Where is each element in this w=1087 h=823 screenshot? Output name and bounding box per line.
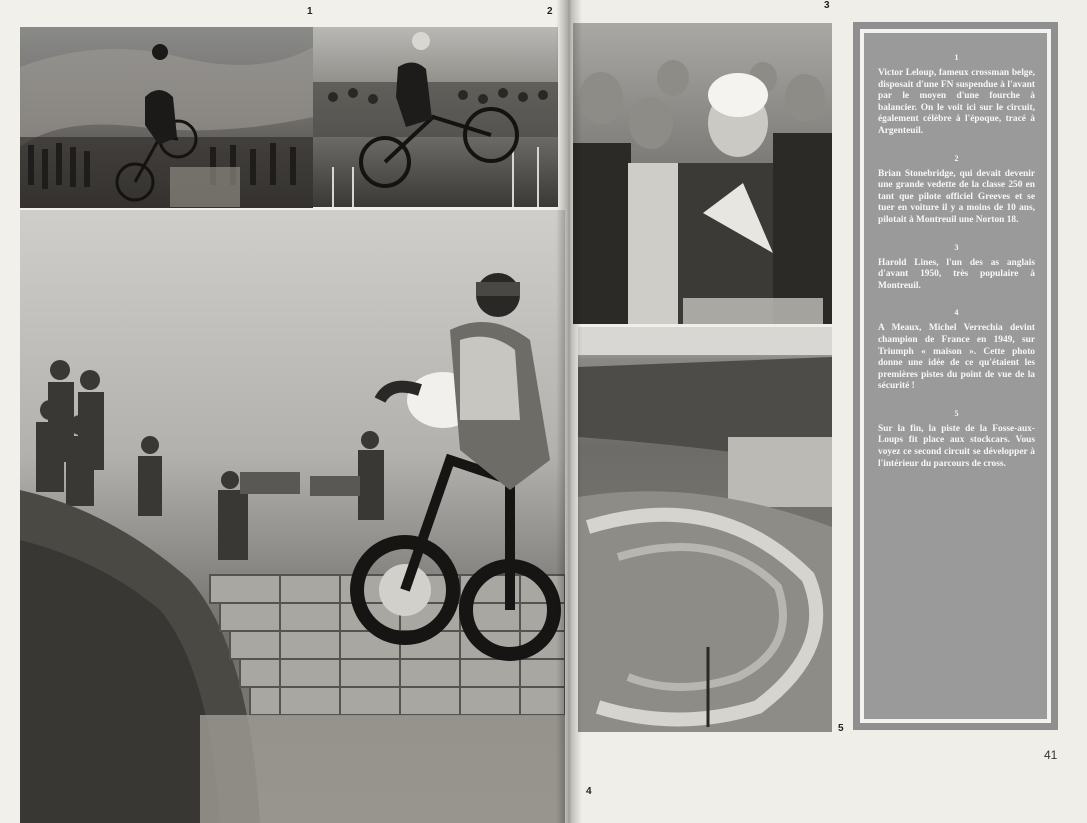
caption-number: 3 xyxy=(954,242,959,252)
photo-1-hillclimb xyxy=(20,27,313,208)
caption-panel xyxy=(853,22,1058,730)
caption-4 xyxy=(878,308,1035,393)
photo-2-jump xyxy=(313,27,558,207)
figure-number-2: 2 xyxy=(547,6,553,17)
photo-3-crowd-portrait xyxy=(573,23,832,324)
photo-4-steps-descent xyxy=(20,210,565,823)
caption-text: Victor Leloup, fameux crossman belge, disposait d'une FN suspendue à l'avant par le moyen d'une fourche à balancier. On le voit ici sur le circuit, également célèbre à l'époque, tracé à Argenteuil. xyxy=(878,68,1035,136)
caption-1 xyxy=(878,53,1035,138)
caption-5 xyxy=(878,409,1035,470)
figure-number-4: 4 xyxy=(586,786,592,797)
caption-text: Harold Lines, l'un des as anglais d'avant 1950, très populaire à Montreuil. xyxy=(878,257,1035,291)
caption-text: A Meaux, Michel Verrechia devint champion de France en 1949, sur Triumph « maison ». Cette photo donne une idée de ce qu'étaient les premières pistes du point de vue de la sécurité ! xyxy=(878,323,1035,392)
figure-number-5: 5 xyxy=(838,723,844,734)
page-number: 41 xyxy=(1044,748,1058,762)
caption-3 xyxy=(878,243,1035,293)
caption-text: Brian Stonebridge, qui devait devenir une grande vedette de la classe 250 en tant que pilote officiel Greeves et se tuer en voiture il y a moins de 10 ans, pilotait à Montreuil une Norton 18. xyxy=(878,168,1035,225)
figure-number-3: 3 xyxy=(824,0,830,11)
caption-number: 4 xyxy=(954,308,959,318)
photo-5-aerial-track xyxy=(578,327,832,732)
caption-number: 5 xyxy=(954,408,959,418)
caption-text: Sur la fin, la piste de la Fosse-aux-Loups fit place aux stockcars. Vous voyez ce second circuit se développer à l'intérieur du parcours de cross. xyxy=(878,423,1035,469)
caption-2 xyxy=(878,154,1035,227)
caption-number: 2 xyxy=(954,153,959,163)
spread-gutter xyxy=(556,0,582,823)
caption-number: 1 xyxy=(954,53,959,62)
caption-panel-inner xyxy=(860,29,1051,723)
figure-number-1: 1 xyxy=(307,6,313,17)
